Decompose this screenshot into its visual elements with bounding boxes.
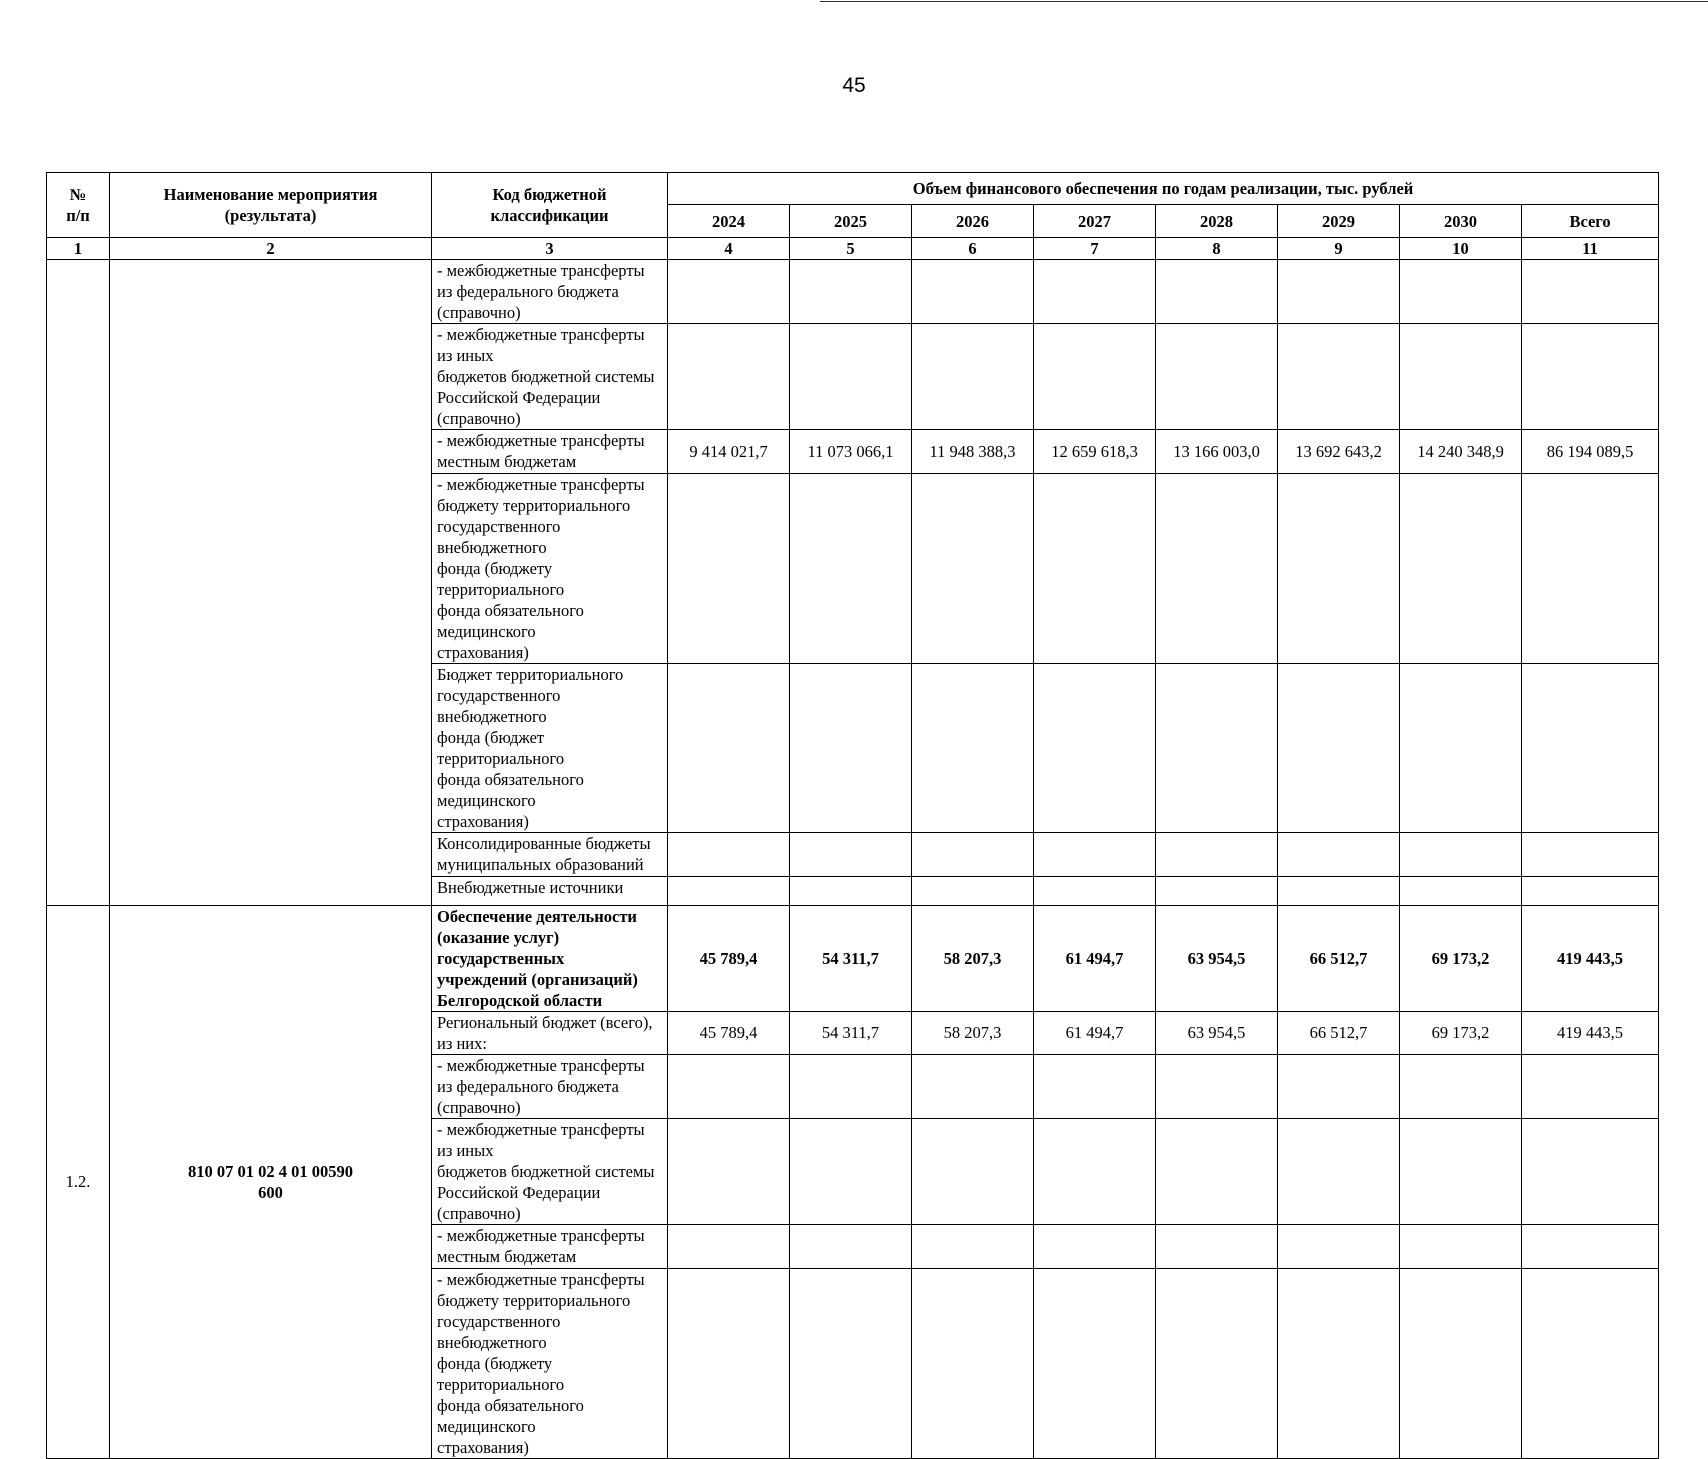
row-name: - межбюджетные трансферты из иных бюджетов бюджетной системы Российской Федерации (справочно) — [432, 324, 668, 430]
value-cell — [668, 474, 790, 664]
value-cell — [1034, 1119, 1156, 1225]
column-number: 8 — [1156, 238, 1278, 260]
value-cell: 54 311,7 — [790, 1012, 912, 1055]
value-cell: 61 494,7 — [1034, 906, 1156, 1012]
header-year: 2024 — [668, 205, 790, 238]
value-cell — [1156, 324, 1278, 430]
column-number: 9 — [1278, 238, 1400, 260]
row-name: - межбюджетные трансферты из федерального бюджета (справочно) — [432, 1055, 668, 1119]
header-total: Всего — [1522, 205, 1659, 238]
total-cell — [1522, 324, 1659, 430]
value-cell — [1156, 1269, 1278, 1459]
value-cell — [1278, 877, 1400, 906]
value-cell — [1278, 1269, 1400, 1459]
value-cell: 58 207,3 — [912, 906, 1034, 1012]
value-cell — [790, 1055, 912, 1119]
value-cell — [790, 1119, 912, 1225]
column-number-row — [47, 238, 1659, 260]
value-cell — [1156, 260, 1278, 324]
value-cell — [1400, 1055, 1522, 1119]
value-cell: 66 512,7 — [1278, 906, 1400, 1012]
value-cell — [790, 474, 912, 664]
value-cell — [1400, 1225, 1522, 1269]
value-cell — [1400, 1119, 1522, 1225]
value-cell — [912, 1225, 1034, 1269]
value-cell — [668, 877, 790, 906]
column-number: 11 — [1522, 238, 1659, 260]
value-cell: 11 073 066,1 — [790, 430, 912, 474]
table-body — [47, 260, 1659, 1459]
value-cell — [1034, 1055, 1156, 1119]
header-name: Наименование мероприятия (результата) — [110, 173, 432, 238]
row-name: - межбюджетные трансферты из иных бюджетов бюджетной системы Российской Федерации (справочно) — [432, 1119, 668, 1225]
value-cell — [1034, 664, 1156, 833]
value-cell — [1156, 474, 1278, 664]
value-cell — [668, 833, 790, 877]
header-volume: Объем финансового обеспечения по годам реализации, тыс. рублей — [668, 173, 1659, 205]
value-cell — [1278, 474, 1400, 664]
row-number: 1.2. — [47, 906, 110, 1459]
value-cell — [1278, 1119, 1400, 1225]
value-cell — [790, 664, 912, 833]
header-num: № п/п — [47, 173, 110, 238]
value-cell — [1278, 1055, 1400, 1119]
column-number: 5 — [790, 238, 912, 260]
value-cell: 63 954,5 — [1156, 906, 1278, 1012]
value-cell — [1156, 833, 1278, 877]
row-name: Консолидированные бюджеты муниципальных образований — [432, 833, 668, 877]
table-row — [47, 906, 1659, 1012]
value-cell — [1400, 474, 1522, 664]
value-cell — [668, 1055, 790, 1119]
column-number: 10 — [1400, 238, 1522, 260]
total-cell — [1522, 664, 1659, 833]
page-number: 45 — [842, 74, 866, 97]
value-cell — [1034, 260, 1156, 324]
top-rule — [820, 1, 1708, 2]
value-cell — [1034, 833, 1156, 877]
row-name: - межбюджетные трансферты из федерального бюджета (справочно) — [432, 260, 668, 324]
value-cell — [1156, 1119, 1278, 1225]
header-year: 2028 — [1156, 205, 1278, 238]
value-cell — [912, 260, 1034, 324]
value-cell — [1034, 1269, 1156, 1459]
value-cell — [790, 1225, 912, 1269]
value-cell: 54 311,7 — [790, 906, 912, 1012]
value-cell — [790, 833, 912, 877]
value-cell — [1156, 1225, 1278, 1269]
value-cell: 69 173,2 — [1400, 906, 1522, 1012]
column-number: 2 — [110, 238, 432, 260]
total-cell — [1522, 260, 1659, 324]
value-cell — [1278, 1225, 1400, 1269]
value-cell — [668, 1269, 790, 1459]
value-cell: 58 207,3 — [912, 1012, 1034, 1055]
row-name: - межбюджетные трансферты местным бюджетам — [432, 1225, 668, 1269]
value-cell — [790, 877, 912, 906]
total-cell: 419 443,5 — [1522, 1012, 1659, 1055]
value-cell — [912, 833, 1034, 877]
column-number: 3 — [432, 238, 668, 260]
value-cell — [912, 474, 1034, 664]
value-cell: 69 173,2 — [1400, 1012, 1522, 1055]
value-cell — [668, 1225, 790, 1269]
value-cell: 61 494,7 — [1034, 1012, 1156, 1055]
value-cell: 45 789,4 — [668, 1012, 790, 1055]
value-cell — [912, 1119, 1034, 1225]
total-cell — [1522, 474, 1659, 664]
value-cell: 11 948 388,3 — [912, 430, 1034, 474]
value-cell — [912, 324, 1034, 430]
value-cell — [1400, 1269, 1522, 1459]
row-name: Бюджет территориального государственного внебюджетного фонда (бюджет территориального фонда обязательного медицинского страхования) — [432, 664, 668, 833]
row-name: Внебюджетные источники — [432, 877, 668, 906]
header-year: 2027 — [1034, 205, 1156, 238]
value-cell — [790, 1269, 912, 1459]
column-number: 7 — [1034, 238, 1156, 260]
value-cell — [1278, 833, 1400, 877]
value-cell — [668, 324, 790, 430]
budget-code: 810 07 01 02 4 01 00590 600 — [110, 906, 432, 1459]
total-cell — [1522, 1055, 1659, 1119]
value-cell — [668, 260, 790, 324]
value-cell — [1156, 1055, 1278, 1119]
value-cell — [1400, 833, 1522, 877]
value-cell — [912, 877, 1034, 906]
total-cell — [1522, 833, 1659, 877]
value-cell — [912, 1269, 1034, 1459]
table-row — [47, 260, 1659, 324]
value-cell — [912, 1055, 1034, 1119]
value-cell — [1278, 664, 1400, 833]
value-cell — [912, 664, 1034, 833]
value-cell — [1034, 324, 1156, 430]
row-name: - межбюджетные трансферты местным бюджетам — [432, 430, 668, 474]
header-year: 2029 — [1278, 205, 1400, 238]
column-number: 1 — [47, 238, 110, 260]
header-year: 2025 — [790, 205, 912, 238]
value-cell — [1034, 474, 1156, 664]
value-cell: 63 954,5 — [1156, 1012, 1278, 1055]
total-cell — [1522, 1225, 1659, 1269]
budget-code — [110, 260, 432, 906]
value-cell — [1278, 260, 1400, 324]
value-cell: 14 240 348,9 — [1400, 430, 1522, 474]
budget-table — [46, 172, 1659, 1459]
value-cell: 13 166 003,0 — [1156, 430, 1278, 474]
column-number: 4 — [668, 238, 790, 260]
value-cell — [1278, 324, 1400, 430]
value-cell: 12 659 618,3 — [1034, 430, 1156, 474]
value-cell: 13 692 643,2 — [1278, 430, 1400, 474]
total-cell — [1522, 1269, 1659, 1459]
value-cell — [1034, 1225, 1156, 1269]
header-year: 2026 — [912, 205, 1034, 238]
column-number: 6 — [912, 238, 1034, 260]
row-name: Региональный бюджет (всего), из них: — [432, 1012, 668, 1055]
value-cell — [668, 664, 790, 833]
value-cell — [1400, 324, 1522, 430]
value-cell — [1400, 260, 1522, 324]
row-name: Обеспечение деятельности (оказание услуг) государственных учреждений (организаций) Белгородской области — [432, 906, 668, 1012]
value-cell: 9 414 021,7 — [668, 430, 790, 474]
value-cell — [668, 1119, 790, 1225]
value-cell: 66 512,7 — [1278, 1012, 1400, 1055]
value-cell — [1156, 664, 1278, 833]
value-cell — [1156, 877, 1278, 906]
total-cell: 86 194 089,5 — [1522, 430, 1659, 474]
row-name: - межбюджетные трансферты бюджету территориального государственного внебюджетного фонда (бюджету территориального фонда обязательного медицинского страхования) — [432, 474, 668, 664]
total-cell — [1522, 877, 1659, 906]
value-cell — [790, 324, 912, 430]
row-number — [47, 260, 110, 906]
row-name: - межбюджетные трансферты бюджету территориального государственного внебюджетного фонда (бюджету территориального фонда обязательного медицинского страхования) — [432, 1269, 668, 1459]
total-cell: 419 443,5 — [1522, 906, 1659, 1012]
total-cell — [1522, 1119, 1659, 1225]
value-cell — [790, 260, 912, 324]
value-cell: 45 789,4 — [668, 906, 790, 1012]
value-cell — [1034, 877, 1156, 906]
header-year: 2030 — [1400, 205, 1522, 238]
header-code: Код бюджетной классификации — [432, 173, 668, 238]
value-cell — [1400, 877, 1522, 906]
value-cell — [1400, 664, 1522, 833]
